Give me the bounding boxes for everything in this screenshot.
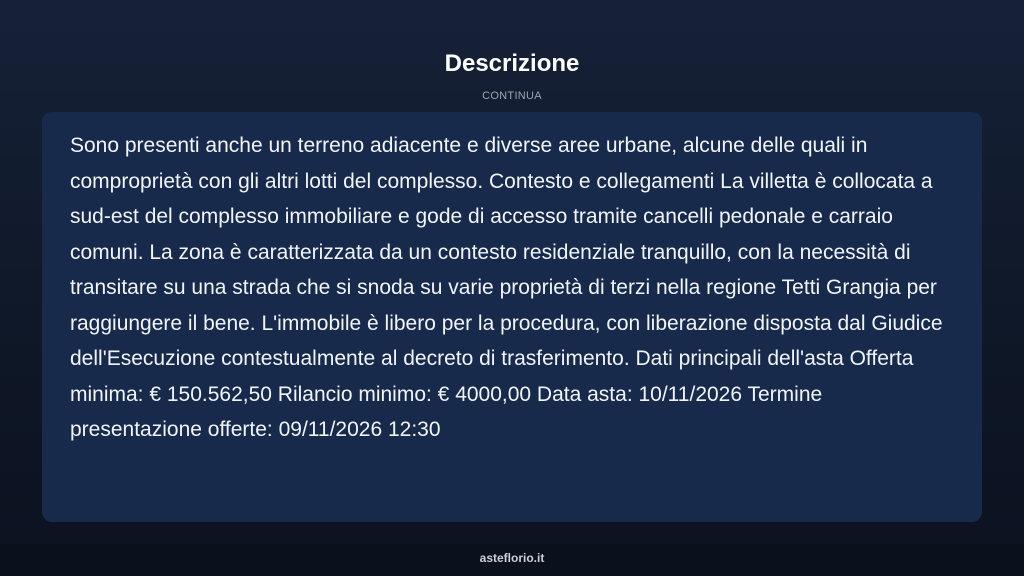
page-title: Descrizione: [444, 50, 580, 77]
page-subtitle: CONTINUA: [482, 90, 542, 102]
footer-bar: [0, 544, 1024, 576]
description-text: Sono presenti anche un terreno adiacente e diverse aree urbane, alcune delle quali in comproprietà con gli altri lotti del complesso. Contesto e collegamenti La villetta è collocata a sud-est del complesso immobiliare e gode di accesso tramite cancelli pedonale e carraio comuni. La zona è caratterizzata da un contesto residenziale tranquillo, con la necessità di transitare su una strada che si snoda su varie proprietà di terzi nella regione Tetti Grangia per raggiungere il bene. L'immobile è libero per la procedura, con liberazione disposta dal Giudice dell'Esecuzione contestualmente al decreto di trasferimento. Dati principali dell'asta Offerta minima: € 150.562,50 Rilancio minimo: € 4000,00 Data asta: 10/11/2026 Termine presentazione offerte: 09/11/2026 12:30: [70, 134, 943, 441]
description-card: [42, 112, 982, 522]
site-name: asteflorio.it: [479, 551, 545, 565]
